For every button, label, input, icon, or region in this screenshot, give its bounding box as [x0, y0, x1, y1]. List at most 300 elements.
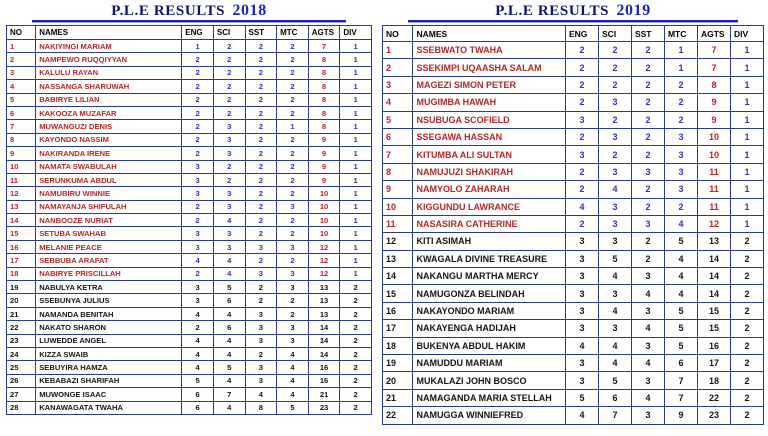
- mtc-cell: 3: [277, 267, 309, 280]
- mtc-cell: 2: [277, 294, 309, 307]
- name-cell: KEBABAZI SHARIFAH: [36, 374, 182, 387]
- agts-cell: 16: [697, 337, 730, 354]
- no-cell: 5: [7, 93, 36, 106]
- agts-cell: 11: [697, 163, 730, 180]
- eng-cell: 4: [565, 337, 598, 354]
- page-title: [6, 2, 372, 20]
- table-row: [7, 267, 372, 280]
- table-row: [7, 347, 372, 360]
- sst-cell: 3: [631, 337, 664, 354]
- sst-cell: 3: [245, 267, 277, 280]
- eng-cell: 6: [182, 388, 214, 401]
- mtc-cell: 2: [277, 147, 309, 160]
- div-cell: 1: [730, 146, 763, 163]
- div-cell: 2: [340, 374, 372, 387]
- table-row: [7, 200, 372, 213]
- sst-cell: 2: [245, 133, 277, 146]
- sst-cell: 2: [245, 173, 277, 186]
- div-cell: 1: [340, 133, 372, 146]
- agts-cell: 8: [697, 76, 730, 93]
- sci-cell: 2: [598, 146, 631, 163]
- sci-cell: 4: [598, 302, 631, 319]
- sst-cell: 2: [245, 120, 277, 133]
- column-header-eng: ENG: [565, 26, 598, 42]
- sst-cell: 2: [631, 76, 664, 93]
- mtc-cell: 6: [664, 355, 697, 372]
- name-cell: NASASIRA CATHERINE: [413, 215, 565, 232]
- sci-cell: 4: [598, 268, 631, 285]
- name-cell: LUWEDDE ANGEL: [36, 334, 182, 347]
- div-cell: 2: [340, 294, 372, 307]
- table-row: [383, 42, 764, 59]
- eng-cell: 3: [182, 227, 214, 240]
- sci-cell: 4: [213, 374, 245, 387]
- table-row: [7, 321, 372, 334]
- name-cell: NABULYA KETRA: [36, 281, 182, 294]
- div-cell: 1: [340, 173, 372, 186]
- table-row: [7, 214, 372, 227]
- div-cell: 2: [730, 285, 763, 302]
- sci-cell: 2: [213, 53, 245, 66]
- div-cell: 2: [340, 388, 372, 401]
- table-row: [7, 281, 372, 294]
- agts-cell: 22: [697, 389, 730, 406]
- mtc-cell: 1: [664, 42, 697, 59]
- mtc-cell: 2: [277, 80, 309, 93]
- column-header-mtc: MTC: [277, 26, 309, 40]
- eng-cell: 3: [565, 320, 598, 337]
- div-cell: 2: [340, 307, 372, 320]
- div-cell: 1: [340, 93, 372, 106]
- eng-cell: 4: [565, 407, 598, 424]
- table-row: [7, 173, 372, 186]
- eng-cell: 2: [182, 214, 214, 227]
- mtc-cell: 3: [664, 163, 697, 180]
- name-cell: NAKANGU MARTHA MERCY: [413, 268, 565, 285]
- mtc-cell: 4: [664, 250, 697, 267]
- eng-cell: 5: [565, 389, 598, 406]
- eng-cell: 3: [182, 294, 214, 307]
- eng-cell: 3: [182, 240, 214, 253]
- no-cell: 18: [383, 337, 413, 354]
- mtc-cell: 4: [664, 268, 697, 285]
- agts-cell: 7: [697, 42, 730, 59]
- name-cell: SERUNKUMA ABDUL: [36, 173, 182, 186]
- agts-cell: 8: [308, 93, 340, 106]
- eng-cell: 6: [182, 401, 214, 414]
- mtc-cell: 5: [277, 401, 309, 414]
- name-cell: NAMUGGA WINNIEFRED: [413, 407, 565, 424]
- eng-cell: 3: [182, 281, 214, 294]
- name-cell: MUWONGE ISAAC: [36, 388, 182, 401]
- div-cell: 1: [730, 111, 763, 128]
- div-cell: 2: [730, 337, 763, 354]
- name-cell: NAMANDA BENITAH: [36, 307, 182, 320]
- no-cell: 22: [383, 407, 413, 424]
- sci-cell: 2: [213, 160, 245, 173]
- sci-cell: 5: [598, 250, 631, 267]
- agts-cell: 14: [697, 268, 730, 285]
- table-row: [7, 227, 372, 240]
- no-cell: 14: [7, 214, 36, 227]
- sst-cell: 2: [631, 146, 664, 163]
- name-cell: NAMYOLO ZAHARAH: [413, 181, 565, 198]
- mtc-cell: 9: [664, 407, 697, 424]
- sci-cell: 2: [598, 59, 631, 76]
- no-cell: 27: [7, 388, 36, 401]
- sst-cell: 2: [631, 250, 664, 267]
- no-cell: 22: [7, 321, 36, 334]
- no-cell: 2: [383, 59, 413, 76]
- sst-cell: 3: [631, 302, 664, 319]
- sst-cell: 2: [245, 200, 277, 213]
- no-cell: 24: [7, 347, 36, 360]
- sci-cell: 2: [598, 42, 631, 59]
- table-row: [7, 40, 372, 53]
- no-cell: 1: [7, 40, 36, 53]
- sci-cell: 3: [598, 94, 631, 111]
- no-cell: 13: [383, 250, 413, 267]
- sst-cell: 4: [631, 285, 664, 302]
- table-row: [7, 240, 372, 253]
- mtc-cell: 5: [664, 320, 697, 337]
- mtc-cell: 3: [277, 321, 309, 334]
- eng-cell: 3: [182, 187, 214, 200]
- name-cell: SETUBA SWAHAB: [36, 227, 182, 240]
- sci-cell: 3: [598, 215, 631, 232]
- table-row: [7, 80, 372, 93]
- table-row: [7, 361, 372, 374]
- sci-cell: 4: [213, 267, 245, 280]
- name-cell: MUWANGUZI DENIS: [36, 120, 182, 133]
- agts-cell: 8: [308, 53, 340, 66]
- eng-cell: 2: [565, 128, 598, 145]
- sst-cell: 2: [631, 94, 664, 111]
- mtc-cell: 3: [277, 334, 309, 347]
- eng-cell: 1: [182, 40, 214, 53]
- table-row: [7, 374, 372, 387]
- table-row: [383, 181, 764, 198]
- eng-cell: 3: [565, 285, 598, 302]
- no-cell: 11: [7, 173, 36, 186]
- no-cell: 16: [383, 302, 413, 319]
- column-header-agts: AGTS: [308, 26, 340, 40]
- mtc-cell: 2: [277, 40, 309, 53]
- eng-cell: 3: [565, 302, 598, 319]
- table-row: [383, 389, 764, 406]
- sci-cell: 3: [598, 198, 631, 215]
- sci-cell: 3: [213, 187, 245, 200]
- mtc-cell: 3: [277, 281, 309, 294]
- mtc-cell: 2: [664, 94, 697, 111]
- sci-cell: 2: [598, 111, 631, 128]
- mtc-cell: 4: [277, 361, 309, 374]
- div-cell: 2: [730, 268, 763, 285]
- column-header-no: NO: [7, 26, 36, 40]
- sci-cell: 2: [213, 93, 245, 106]
- no-cell: 3: [383, 76, 413, 93]
- mtc-cell: 3: [277, 240, 309, 253]
- sci-cell: 4: [213, 401, 245, 414]
- agts-cell: 12: [308, 254, 340, 267]
- agts-cell: 11: [697, 198, 730, 215]
- sci-cell: 5: [213, 361, 245, 374]
- eng-cell: 3: [565, 268, 598, 285]
- eng-cell: 4: [182, 254, 214, 267]
- eng-cell: 3: [565, 355, 598, 372]
- div-cell: 1: [340, 214, 372, 227]
- eng-cell: 4: [565, 198, 598, 215]
- table-row: [7, 53, 372, 66]
- no-cell: 13: [7, 200, 36, 213]
- sci-cell: 7: [213, 388, 245, 401]
- sst-cell: 2: [245, 347, 277, 360]
- sst-cell: 8: [245, 401, 277, 414]
- agts-cell: 18: [697, 372, 730, 389]
- title-underline: [32, 20, 346, 22]
- agts-cell: 21: [308, 388, 340, 401]
- agts-cell: 14: [697, 250, 730, 267]
- sst-cell: 3: [245, 334, 277, 347]
- sst-cell: 3: [631, 163, 664, 180]
- agts-cell: 16: [308, 361, 340, 374]
- div-cell: 1: [340, 120, 372, 133]
- div-cell: 2: [340, 347, 372, 360]
- results-table-2019: [382, 25, 764, 425]
- agts-cell: 23: [308, 401, 340, 414]
- agts-cell: 13: [697, 233, 730, 250]
- name-cell: BUKENYA ABDUL HAKIM: [413, 337, 565, 354]
- name-cell: NSUBUGA SCOFIELD: [413, 111, 565, 128]
- column-header-sst: SST: [245, 26, 277, 40]
- sci-cell: 3: [213, 240, 245, 253]
- agts-cell: 14: [308, 334, 340, 347]
- agts-cell: 9: [697, 111, 730, 128]
- table-row: [7, 120, 372, 133]
- sci-cell: 5: [213, 281, 245, 294]
- agts-cell: 10: [308, 214, 340, 227]
- no-cell: 9: [383, 181, 413, 198]
- mtc-cell: 2: [664, 111, 697, 128]
- no-cell: 5: [383, 111, 413, 128]
- sst-cell: 2: [245, 160, 277, 173]
- sst-cell: 2: [245, 53, 277, 66]
- name-cell: NAMUBIRU WINNIE: [36, 187, 182, 200]
- table-row: [7, 334, 372, 347]
- sst-cell: 3: [245, 240, 277, 253]
- name-cell: KIGGUNDU LAWRANCE: [413, 198, 565, 215]
- sst-cell: 2: [245, 294, 277, 307]
- name-cell: SSEBWATO TWAHA: [413, 42, 565, 59]
- agts-cell: 8: [308, 80, 340, 93]
- div-cell: 1: [340, 40, 372, 53]
- div-cell: 2: [340, 401, 372, 414]
- sst-cell: 3: [245, 361, 277, 374]
- no-cell: 20: [383, 372, 413, 389]
- no-cell: 6: [7, 106, 36, 119]
- div-cell: 1: [340, 187, 372, 200]
- no-cell: 7: [383, 146, 413, 163]
- sst-cell: 2: [245, 281, 277, 294]
- table-row: [7, 187, 372, 200]
- column-header-mtc: MTC: [664, 26, 697, 42]
- eng-cell: 2: [182, 66, 214, 79]
- table-row: [383, 76, 764, 93]
- sst-cell: 2: [631, 111, 664, 128]
- results-panel-2018: [6, 2, 372, 425]
- table-row: [7, 93, 372, 106]
- sst-cell: 2: [245, 93, 277, 106]
- no-cell: 17: [383, 320, 413, 337]
- eng-cell: 2: [565, 215, 598, 232]
- eng-cell: 2: [182, 53, 214, 66]
- sci-cell: 3: [598, 285, 631, 302]
- agts-cell: 9: [308, 160, 340, 173]
- sst-cell: 2: [631, 59, 664, 76]
- eng-cell: 3: [565, 250, 598, 267]
- eng-cell: 2: [182, 200, 214, 213]
- eng-cell: 2: [182, 80, 214, 93]
- no-cell: 12: [7, 187, 36, 200]
- page-title: [382, 2, 764, 20]
- div-cell: 1: [340, 227, 372, 240]
- table-row: [383, 268, 764, 285]
- eng-cell: 2: [182, 93, 214, 106]
- column-header-no: NO: [383, 26, 413, 42]
- sst-cell: 3: [245, 321, 277, 334]
- agts-cell: 9: [308, 133, 340, 146]
- no-cell: 19: [383, 355, 413, 372]
- eng-cell: 2: [565, 42, 598, 59]
- mtc-cell: 1: [664, 59, 697, 76]
- div-cell: 2: [730, 407, 763, 424]
- column-header-names: NAMES: [413, 26, 565, 42]
- mtc-cell: 2: [277, 53, 309, 66]
- agts-cell: 9: [697, 94, 730, 111]
- sci-cell: 3: [598, 233, 631, 250]
- no-cell: 17: [7, 254, 36, 267]
- title-year: 2018: [232, 2, 267, 19]
- no-cell: 18: [7, 267, 36, 280]
- eng-cell: 2: [565, 59, 598, 76]
- name-cell: NAMATA SWABULAH: [36, 160, 182, 173]
- sci-cell: 3: [213, 227, 245, 240]
- results-panel-2019: [382, 2, 764, 425]
- mtc-cell: 4: [277, 347, 309, 360]
- eng-cell: 2: [565, 76, 598, 93]
- name-cell: NAMAGANDA MARIA STELLAH: [413, 389, 565, 406]
- agts-cell: 12: [308, 240, 340, 253]
- name-cell: MELANIE PEACE: [36, 240, 182, 253]
- sci-cell: 3: [213, 200, 245, 213]
- name-cell: NAMUJUZI SHAKIRAH: [413, 163, 565, 180]
- table-row: [7, 66, 372, 79]
- name-cell: KAKOOZA MUZAFAR: [36, 106, 182, 119]
- name-cell: KAYONDO NASSIM: [36, 133, 182, 146]
- mtc-cell: 7: [664, 389, 697, 406]
- div-cell: 1: [730, 198, 763, 215]
- mtc-cell: 3: [277, 200, 309, 213]
- mtc-cell: 5: [664, 233, 697, 250]
- table-row: [383, 337, 764, 354]
- sci-cell: 3: [213, 120, 245, 133]
- no-cell: 4: [7, 80, 36, 93]
- eng-cell: 2: [182, 120, 214, 133]
- eng-cell: 2: [565, 163, 598, 180]
- name-cell: SEBBUBA ARAFAT: [36, 254, 182, 267]
- no-cell: 11: [383, 215, 413, 232]
- column-header-eng: ENG: [182, 26, 214, 40]
- agts-cell: 8: [308, 106, 340, 119]
- div-cell: 1: [730, 163, 763, 180]
- sci-cell: 2: [213, 106, 245, 119]
- no-cell: 21: [7, 307, 36, 320]
- name-cell: KITI ASIMAH: [413, 233, 565, 250]
- agts-cell: 10: [697, 128, 730, 145]
- no-cell: 6: [383, 128, 413, 145]
- name-cell: KANAWAGATA TWAHA: [36, 401, 182, 414]
- div-cell: 1: [730, 76, 763, 93]
- sci-cell: 2: [213, 173, 245, 186]
- no-cell: 28: [7, 401, 36, 414]
- sci-cell: 4: [213, 214, 245, 227]
- div-cell: 1: [340, 80, 372, 93]
- div-cell: 2: [730, 233, 763, 250]
- agts-cell: 13: [308, 294, 340, 307]
- eng-cell: 2: [565, 94, 598, 111]
- mtc-cell: 5: [664, 337, 697, 354]
- div-cell: 2: [730, 250, 763, 267]
- mtc-cell: 2: [277, 66, 309, 79]
- sci-cell: 4: [213, 334, 245, 347]
- mtc-cell: 2: [277, 214, 309, 227]
- no-cell: 8: [383, 163, 413, 180]
- table-row: [383, 407, 764, 424]
- name-cell: BABIRYE LILIAN: [36, 93, 182, 106]
- sci-cell: 6: [213, 321, 245, 334]
- no-cell: 23: [7, 334, 36, 347]
- column-header-sci: SCI: [598, 26, 631, 42]
- mtc-cell: 4: [664, 285, 697, 302]
- mtc-cell: 7: [664, 372, 697, 389]
- table-row: [7, 388, 372, 401]
- mtc-cell: 2: [664, 198, 697, 215]
- div-cell: 1: [340, 254, 372, 267]
- table-row: [7, 133, 372, 146]
- eng-cell: 3: [182, 173, 214, 186]
- eng-cell: 3: [182, 160, 214, 173]
- agts-cell: 15: [697, 320, 730, 337]
- sci-cell: 2: [213, 66, 245, 79]
- sci-cell: 3: [598, 320, 631, 337]
- agts-cell: 13: [308, 307, 340, 320]
- sci-cell: 4: [213, 307, 245, 320]
- mtc-cell: 3: [664, 128, 697, 145]
- no-cell: 3: [7, 66, 36, 79]
- agts-cell: 12: [697, 215, 730, 232]
- eng-cell: 2: [565, 181, 598, 198]
- table-row: [383, 163, 764, 180]
- mtc-cell: 2: [277, 93, 309, 106]
- no-cell: 7: [7, 120, 36, 133]
- agts-cell: 13: [308, 281, 340, 294]
- no-cell: 1: [383, 42, 413, 59]
- div-cell: 2: [340, 281, 372, 294]
- title-year: 2019: [616, 2, 651, 19]
- agts-cell: 17: [697, 355, 730, 372]
- name-cell: NABIRYE PRISCILLAH: [36, 267, 182, 280]
- sst-cell: 4: [631, 389, 664, 406]
